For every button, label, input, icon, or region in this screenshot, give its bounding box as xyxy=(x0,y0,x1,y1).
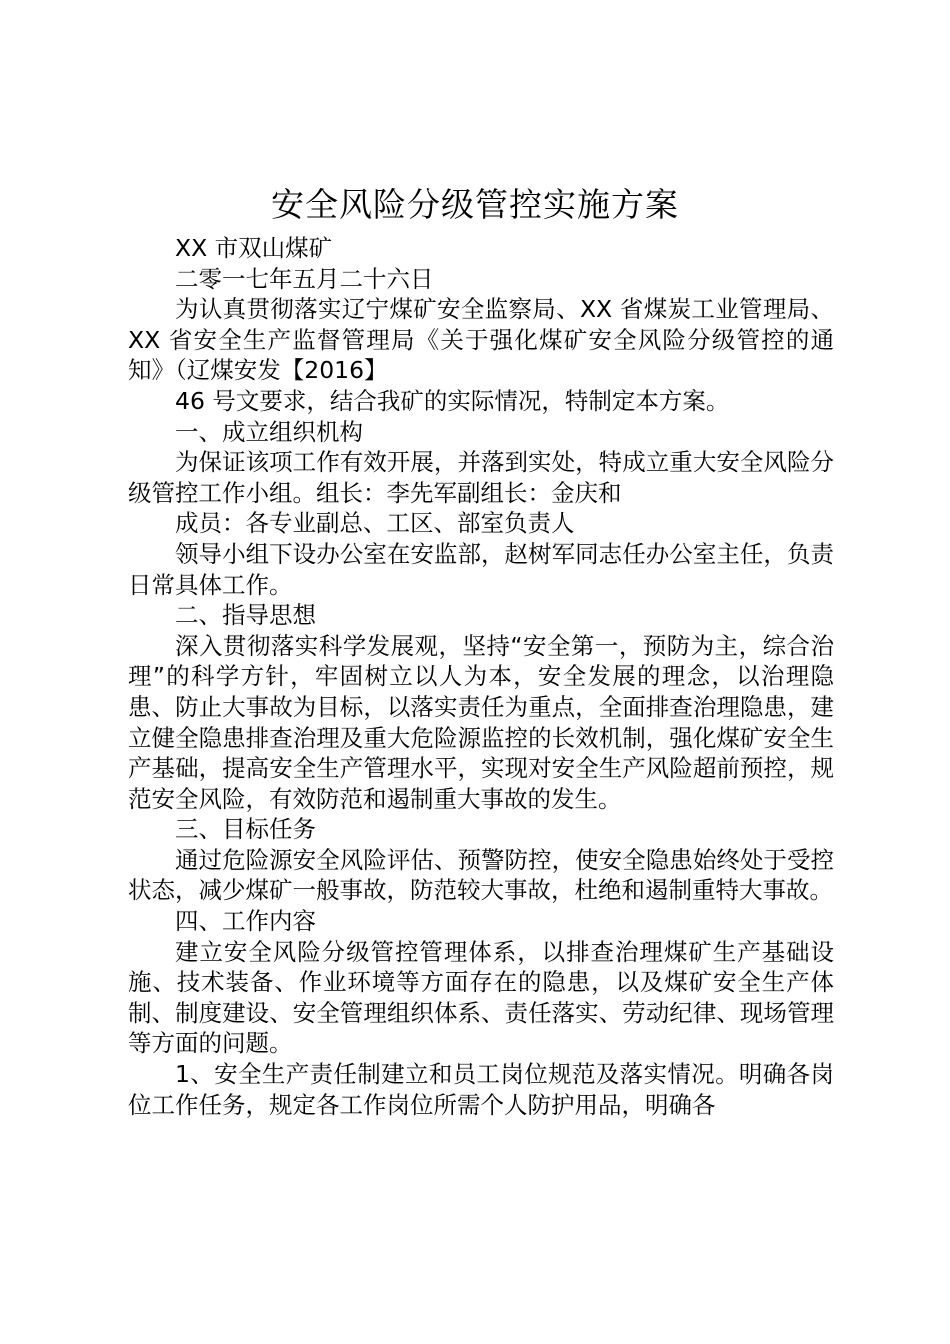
paragraph: 领导小组下设办公室在安监部，赵树军同志任办公室主任，负责日常具体工作。 xyxy=(128,539,834,599)
section-heading: 二、指导思想 xyxy=(175,601,316,630)
paragraph: 46 号文要求，结合我矿的实际情况，特制定本方案。 xyxy=(175,386,730,415)
paragraph: 为保证该项工作有效开展，并落到实处，特成立重大安全风险分级管控工作小组。组长：李先军副组长：金庆和 xyxy=(128,448,834,507)
document-body xyxy=(128,233,834,1120)
section-heading: 三、目标任务 xyxy=(175,815,316,844)
section-heading: 一、成立组织机构 xyxy=(175,417,363,446)
paragraph-date: 二零一七年五月二十六日 xyxy=(175,264,434,293)
section-heading: 四、工作内容 xyxy=(175,907,316,936)
document-title: 安全风险分级管控实施方案 xyxy=(271,185,679,224)
paragraph: 为认真贯彻落实辽宁煤矿安全监察局、XX 省煤炭工业管理局、XX 省安全生产监督管理局《关于强化煤矿安全风险分级管控的通知》（辽煤安发【2016】 xyxy=(128,295,834,385)
paragraph: 成员：各专业副总、工区、部室负责人 xyxy=(175,509,575,538)
paragraph-issuer: XX 市双山煤矿 xyxy=(175,234,333,262)
paragraph: 通过危险源安全风险评估、预警防控，使安全隐患始终处于受控状态，减少煤矿一般事故，防范较大事故，杜绝和遏制重特大事故。 xyxy=(128,845,834,905)
paragraph: 建立安全风险分级管控管理体系，以排查治理煤矿生产基础设施、技术装备、作业环境等方面存在的隐患，以及煤矿安全生产体制、制度建设、安全管理组织体系、责任落实、劳动纪律、现场管理等方面的问题。 xyxy=(128,937,834,1058)
paragraph: 1、安全生产责任制建立和员工岗位规范及落实情况。明确各岗位工作任务，规定各工作岗位所需个人防护用品，明确各 xyxy=(128,1060,834,1119)
paragraph: 深入贯彻落实科学发展观，坚持“安全第一，预防为主，综合治理”的科学方针，牢固树立以人为本，安全发展的理念，以治理隐患、防止大事故为目标，以落实责任为重点，全面排查治理隐患，建立健全隐患排查治理及重大危险源监控的长效机制，强化煤矿安全生产基础，提高安全生产管理水平，实现对安全生产风险超前预控，规范安全风险，有效防范和遏制重大事故的发生。 xyxy=(128,631,834,813)
